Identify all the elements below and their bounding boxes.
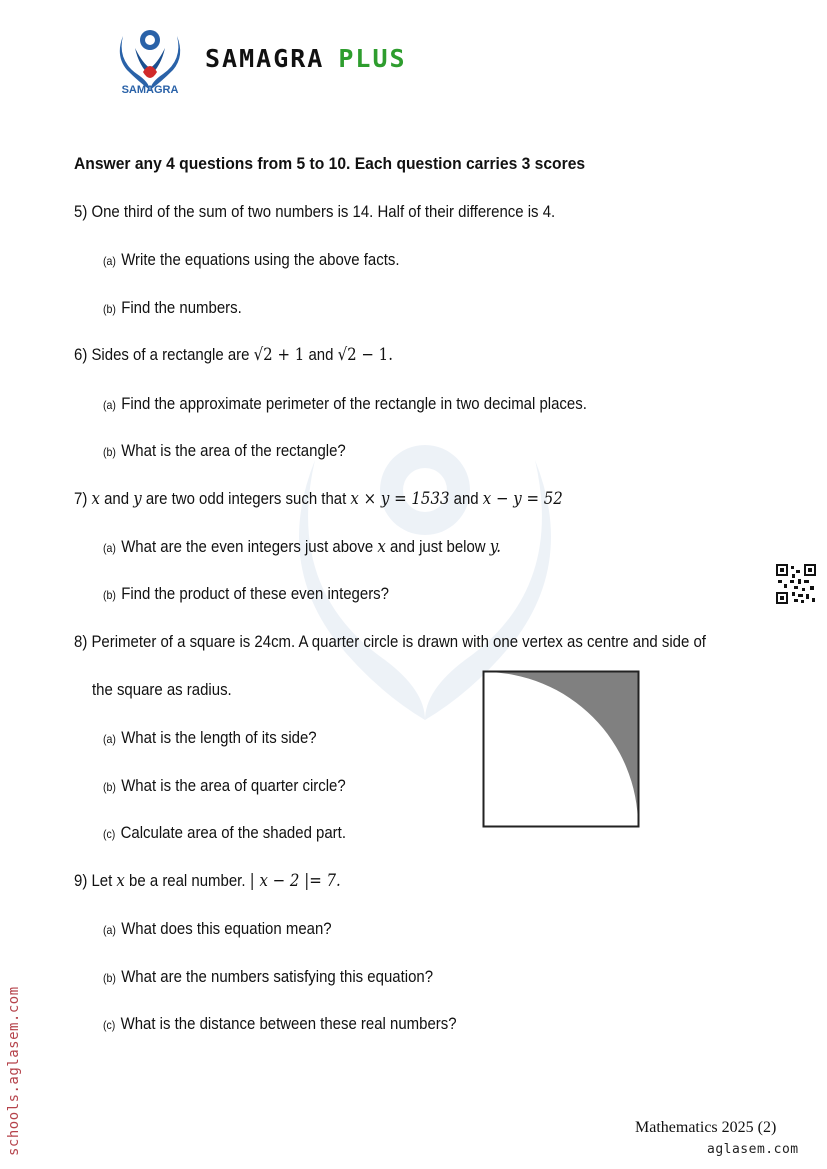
question-7b xyxy=(103,584,389,604)
question-9b xyxy=(103,967,433,987)
side-watermark: schools.aglasem.com xyxy=(6,986,22,1156)
q9-prefix: 9) Let xyxy=(74,871,113,890)
question-9a xyxy=(103,919,332,939)
sub-text: What are the even integers just above xyxy=(121,537,374,556)
instruction: Answer any 4 questions from 5 to 10. Each question carries 3 scores xyxy=(74,154,586,173)
q6-expr2: √2 − 1. xyxy=(337,345,393,365)
qr-code xyxy=(776,564,816,604)
question-8b xyxy=(103,776,346,796)
sub-text: What is the distance between these real numbers? xyxy=(120,1014,457,1033)
question-5: 5) One third of the sum of two numbers is 14. Half of their difference is 4. xyxy=(74,202,556,221)
q7-var-x: x xyxy=(91,489,100,509)
shaded-region xyxy=(484,672,638,826)
square-quarter-circle-figure xyxy=(482,670,640,828)
q6-expr1: √2 + 1 xyxy=(253,345,305,365)
brand-main: SAMAGRA xyxy=(205,44,325,73)
q7-and1: and xyxy=(104,489,130,508)
sub-text-mid: and just below xyxy=(389,537,486,556)
sub-label: (a) xyxy=(103,398,116,412)
question-9 xyxy=(74,871,341,891)
sub-label: (a) xyxy=(103,541,116,555)
sub-text: Find the numbers. xyxy=(121,298,242,317)
sub-label: (b) xyxy=(103,780,116,794)
footer-site: aglasem.com xyxy=(707,1142,799,1157)
q6-joiner: and xyxy=(308,345,334,364)
q9-var: x xyxy=(116,871,125,891)
sub-label: (a) xyxy=(103,254,116,268)
sub-text: What are the numbers satisfying this equation? xyxy=(121,967,434,986)
q7a-var-x: x xyxy=(377,537,386,557)
q7-eq1: x × y = 1533 xyxy=(350,489,450,509)
question-6b xyxy=(103,441,346,461)
sub-text: Write the equations using the above facts. xyxy=(121,250,400,269)
brand-accent: PLUS xyxy=(338,44,407,73)
sub-label: (b) xyxy=(103,302,116,316)
sub-label: (c) xyxy=(103,1018,116,1032)
samagra-logo xyxy=(113,26,187,96)
sub-text: What is the length of its side? xyxy=(121,728,317,747)
sub-text: What does this equation mean? xyxy=(121,919,332,938)
question-6a xyxy=(103,394,587,414)
question-8c xyxy=(103,823,346,843)
brand-title xyxy=(205,44,407,73)
sub-text: Calculate area of the shaded part. xyxy=(120,823,346,842)
sub-label: (a) xyxy=(103,732,116,746)
sub-text: Find the approximate perimeter of the rectangle in two decimal places. xyxy=(121,394,587,413)
sub-label: (a) xyxy=(103,923,116,937)
question-9c xyxy=(103,1014,457,1034)
q7-and2: and xyxy=(453,489,479,508)
q7-eq2: x − y = 52 xyxy=(482,489,563,509)
logo-text: SAMAGRA xyxy=(121,84,179,96)
question-8-continued: the square as radius. xyxy=(92,680,232,699)
question-8a xyxy=(103,728,317,748)
q9-eq: | x − 2 |= 7. xyxy=(249,871,341,891)
sub-text: What is the area of quarter circle? xyxy=(121,776,346,795)
q7-middle: are two odd integers such that xyxy=(145,489,347,508)
sub-label: (b) xyxy=(103,445,116,459)
q7-num: 7) xyxy=(74,489,88,508)
question-7 xyxy=(74,489,563,509)
q6-prefix: 6) Sides of a rectangle are xyxy=(74,345,250,364)
question-6 xyxy=(74,345,393,365)
q7a-var-y: y. xyxy=(489,537,501,557)
footer-label: Mathematics 2025 (2) xyxy=(635,1119,777,1136)
sub-text: What is the area of the rectangle? xyxy=(121,441,346,460)
question-8: 8) Perimeter of a square is 24cm. A quarter circle is drawn with one vertex as centre and side of xyxy=(74,632,706,651)
question-7a xyxy=(103,537,501,557)
question-5a xyxy=(103,250,400,270)
q7-var-y: y xyxy=(133,489,142,509)
sub-label: (b) xyxy=(103,588,116,602)
sub-text: Find the product of these even integers? xyxy=(121,584,389,603)
sub-label: (b) xyxy=(103,971,116,985)
q9-mid: be a real number. xyxy=(129,871,246,890)
question-5b xyxy=(103,298,242,318)
sub-label: (c) xyxy=(103,827,116,841)
